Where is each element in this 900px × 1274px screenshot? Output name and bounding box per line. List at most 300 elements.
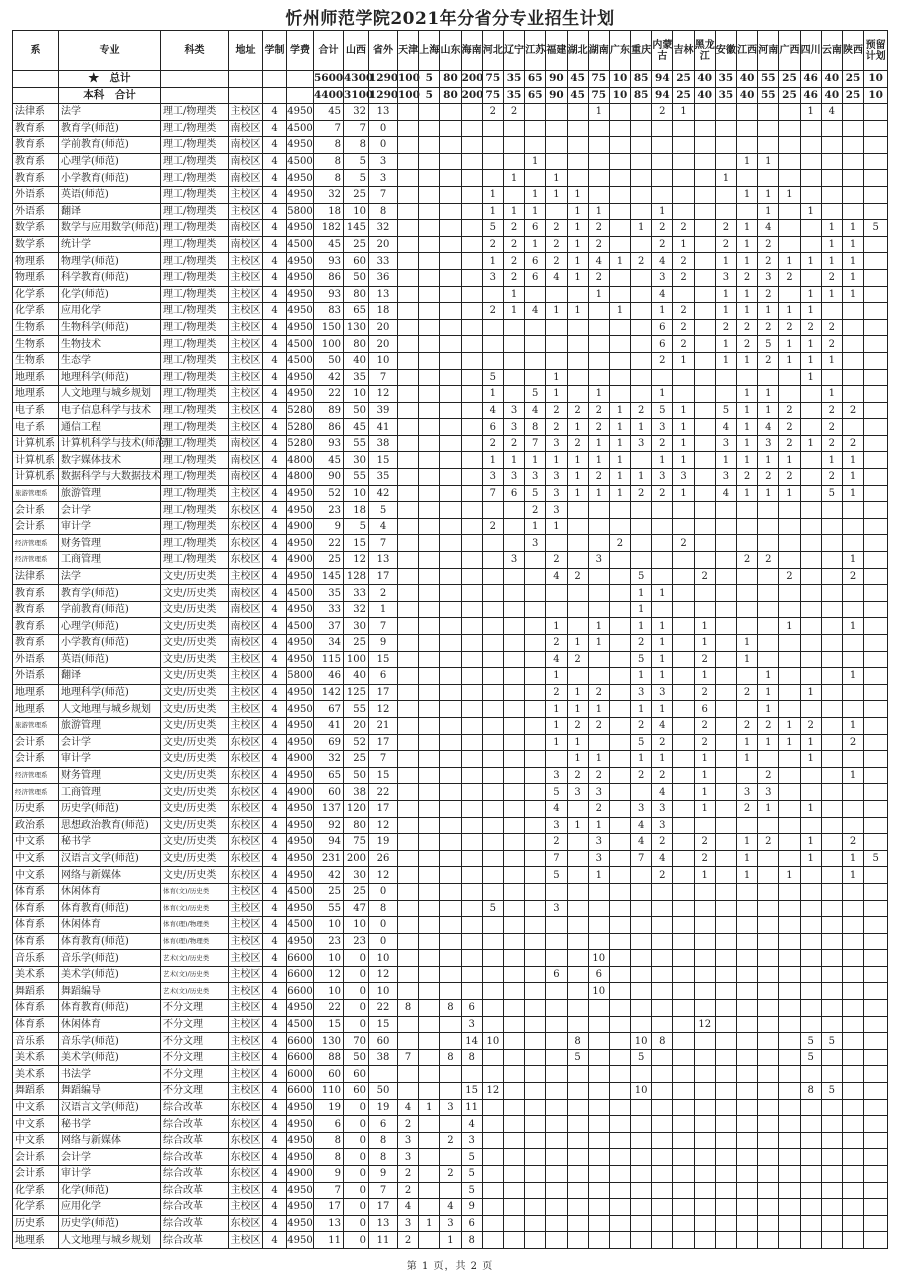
cell-province: 2 [715, 319, 736, 336]
cell-province [503, 1182, 524, 1199]
cell-province [821, 850, 842, 867]
table-row [13, 767, 888, 784]
cell-category: 体育(文)/历史类 [161, 883, 229, 900]
cell-category: 理工/物理类 [161, 186, 229, 203]
cell-province [525, 834, 546, 851]
cell-province [440, 834, 461, 851]
cell-outside: 8 [369, 203, 398, 220]
cell-major: 法学 [59, 104, 161, 121]
cell-province [864, 668, 888, 685]
cell-province [800, 1099, 821, 1116]
cell-province [567, 386, 588, 403]
cell-province [440, 303, 461, 320]
cell-province: 2 [588, 236, 609, 253]
cell-province [419, 352, 440, 369]
cell-province [800, 900, 821, 917]
cell-province [652, 900, 673, 917]
cell-province [673, 369, 694, 386]
cell-province [821, 734, 842, 751]
cell-province [737, 668, 758, 685]
cell-province [609, 552, 630, 569]
cell-province [652, 1232, 673, 1249]
cell-tuition: 4950 [287, 635, 314, 652]
cell-province: 1 [482, 386, 503, 403]
cell-province [779, 502, 800, 519]
cell-province [567, 933, 588, 950]
cell-province [419, 1182, 440, 1199]
cell-province [737, 917, 758, 934]
cell-province [779, 552, 800, 569]
cell-province: 1 [652, 386, 673, 403]
cell-province: 4 [440, 1199, 461, 1216]
cell-province [482, 535, 503, 552]
cell-province: 5 [864, 220, 888, 237]
cell-province [715, 635, 736, 652]
cell-province: 1 [588, 751, 609, 768]
cell-province [419, 120, 440, 137]
cell-province [419, 1232, 440, 1249]
cell-campus: 南校区 [229, 153, 263, 170]
cell-total: 42 [314, 867, 344, 884]
cell-total: 10 [314, 983, 344, 1000]
cell-province [842, 1199, 863, 1216]
column-header: 广西 [779, 31, 800, 71]
cell-province [419, 734, 440, 751]
cell-province [864, 186, 888, 203]
cell-province [609, 186, 630, 203]
cell-tuition: 4800 [287, 469, 314, 486]
cell-outside: 6 [369, 1116, 398, 1133]
cell-province: 4 [715, 485, 736, 502]
cell-province [673, 153, 694, 170]
cell-province [398, 220, 419, 237]
cell-province [842, 502, 863, 519]
cell-outside: 22 [369, 1000, 398, 1017]
cell-campus: 东校区 [229, 800, 263, 817]
cell-campus: 主校区 [229, 900, 263, 917]
cell-province: 2 [609, 535, 630, 552]
cell-tuition: 4950 [287, 767, 314, 784]
cell-department: 体育系 [13, 933, 59, 950]
cell-province [715, 1199, 736, 1216]
cell-province [567, 917, 588, 934]
cell-province [525, 1083, 546, 1100]
cell-province [503, 1099, 524, 1116]
cell-outside: 36 [369, 269, 398, 286]
cell-campus: 东校区 [229, 850, 263, 867]
cell-province [546, 1016, 567, 1033]
cell-province [503, 867, 524, 884]
cell-major: 人文地理与城乡规划 [59, 1232, 161, 1249]
cell-province [588, 1215, 609, 1232]
table-row [13, 900, 888, 917]
cell-province [503, 850, 524, 867]
cell-province [673, 966, 694, 983]
cell-province: 2 [482, 518, 503, 535]
cell-province [800, 153, 821, 170]
cell-province: 65 [525, 87, 546, 104]
cell-years: 4 [263, 552, 287, 569]
cell-province: 1 [842, 552, 863, 569]
cell-province [398, 1033, 419, 1050]
cell-outside: 19 [369, 834, 398, 851]
cell-province [398, 800, 419, 817]
cell-province: 1 [588, 817, 609, 834]
cell-province [779, 983, 800, 1000]
cell-province: 1 [800, 751, 821, 768]
cell-province [800, 1166, 821, 1183]
cell-province: 2 [482, 435, 503, 452]
cell-province [440, 1182, 461, 1199]
table-row [13, 203, 888, 220]
cell-province [567, 1016, 588, 1033]
cell-province [673, 717, 694, 734]
cell-province [779, 701, 800, 718]
cell-major: 数学与应用数学(师范) [59, 220, 161, 237]
cell-province: 1 [737, 834, 758, 851]
cell-campus: 东校区 [229, 518, 263, 535]
cell-shanxi: 32 [344, 601, 369, 618]
cell-province [800, 269, 821, 286]
cell-tuition: 4950 [287, 386, 314, 403]
cell-province: 1 [588, 435, 609, 452]
cell-province [842, 751, 863, 768]
cell-province: 1 [842, 253, 863, 270]
cell-category: 文史/历史类 [161, 767, 229, 784]
cell-years: 4 [263, 1016, 287, 1033]
cell-province [546, 1033, 567, 1050]
cell-tuition: 4900 [287, 1166, 314, 1183]
cell-major: 音乐学(师范) [59, 1033, 161, 1050]
cell-outside: 12 [369, 966, 398, 983]
cell-province [525, 1049, 546, 1066]
cell-campus: 东校区 [229, 1116, 263, 1133]
cell-province [609, 651, 630, 668]
cell-outside [369, 1066, 398, 1083]
cell-province [864, 170, 888, 187]
cell-province: 1 [673, 236, 694, 253]
cell-tuition: 4500 [287, 883, 314, 900]
cell-province [440, 917, 461, 934]
cell-campus: 东校区 [229, 552, 263, 569]
cell-province [631, 966, 652, 983]
cell-province [821, 153, 842, 170]
cell-province: 1 [758, 485, 779, 502]
cell-province [482, 618, 503, 635]
cell-province [821, 137, 842, 154]
cell-department: 教育系 [13, 618, 59, 635]
cell-total: 100 [314, 336, 344, 353]
cell-province [609, 917, 630, 934]
cell-total: 22 [314, 1000, 344, 1017]
cell-major: 学前教育(师范) [59, 601, 161, 618]
cell-province [864, 352, 888, 369]
cell-province [694, 303, 715, 320]
cell-province: 1 [567, 701, 588, 718]
cell-province [842, 1166, 863, 1183]
cell-province [546, 1066, 567, 1083]
cell-outside: 15 [369, 651, 398, 668]
cell-province [779, 635, 800, 652]
cell-province: 6 [588, 966, 609, 983]
cell-province [440, 817, 461, 834]
cell-province [588, 1199, 609, 1216]
cell-years: 4 [263, 751, 287, 768]
cell-province [525, 1132, 546, 1149]
cell-province [715, 535, 736, 552]
cell-years: 4 [263, 435, 287, 452]
cell-province [525, 1215, 546, 1232]
cell-province [694, 1000, 715, 1017]
cell-province [673, 286, 694, 303]
cell-province [737, 137, 758, 154]
cell-province [800, 186, 821, 203]
cell-province [525, 767, 546, 784]
cell-province [503, 966, 524, 983]
cell-province [503, 817, 524, 834]
cell-province [419, 186, 440, 203]
cell-province [609, 1049, 630, 1066]
cell-province [842, 419, 863, 436]
column-header: 山西 [344, 31, 369, 71]
cell-department: 历史系 [13, 1215, 59, 1232]
cell-shanxi: 20 [344, 717, 369, 734]
cell-province [758, 601, 779, 618]
table-row [13, 601, 888, 618]
cell-province [800, 485, 821, 502]
cell-years: 4 [263, 585, 287, 602]
cell-province [546, 950, 567, 967]
cell-department: 外语系 [13, 186, 59, 203]
cell-province: 2 [737, 800, 758, 817]
cell-province [588, 1099, 609, 1116]
column-header: 专业 [59, 31, 161, 71]
cell-province: 1 [694, 867, 715, 884]
cell-province: 1 [588, 701, 609, 718]
cell-category: 不分文理 [161, 1066, 229, 1083]
cell-major: 数字媒体技术 [59, 452, 161, 469]
cell-province [609, 635, 630, 652]
cell-tuition: 4950 [287, 1116, 314, 1133]
cell-province: 40 [737, 71, 758, 88]
cell-province [758, 104, 779, 121]
cell-province: 35 [715, 87, 736, 104]
cell-province [419, 469, 440, 486]
cell-province [842, 1132, 863, 1149]
cell-outside: 4 [369, 518, 398, 535]
cell-shanxi: 0 [344, 1215, 369, 1232]
cell-province [609, 568, 630, 585]
cell-province: 2 [758, 319, 779, 336]
cell-province [398, 751, 419, 768]
cell-province [461, 850, 482, 867]
cell-shanxi: 0 [344, 1000, 369, 1017]
cell-province [419, 286, 440, 303]
cell-province [800, 452, 821, 469]
cell-province [419, 933, 440, 950]
cell-province: 1 [631, 585, 652, 602]
cell-province [461, 684, 482, 701]
cell-province: 4 [588, 253, 609, 270]
cell-province [461, 568, 482, 585]
cell-province: 1 [779, 303, 800, 320]
cell-category [161, 87, 229, 104]
cell-province: 2 [546, 635, 567, 652]
cell-province [715, 701, 736, 718]
cell-province [694, 1232, 715, 1249]
cell-outside: 17 [369, 1199, 398, 1216]
cell-province [631, 137, 652, 154]
cell-province [588, 303, 609, 320]
cell-category: 不分文理 [161, 1000, 229, 1017]
cell-province [503, 1016, 524, 1033]
cell-department: 中文系 [13, 1099, 59, 1116]
cell-department: 化学系 [13, 286, 59, 303]
cell-tuition: 4950 [287, 186, 314, 203]
cell-province: 3 [546, 485, 567, 502]
cell-major: 小学教育(师范) [59, 170, 161, 187]
cell-province [482, 1149, 503, 1166]
cell-total: 65 [314, 767, 344, 784]
cell-total: 7 [314, 120, 344, 137]
cell-province [609, 734, 630, 751]
cell-province [609, 983, 630, 1000]
table-row [13, 369, 888, 386]
cell-province [758, 618, 779, 635]
cell-province: 1 [609, 303, 630, 320]
cell-major: 思想政治教育(师范) [59, 817, 161, 834]
cell-shanxi: 145 [344, 220, 369, 237]
cell-province [398, 137, 419, 154]
cell-province [758, 950, 779, 967]
cell-province: 4 [758, 220, 779, 237]
cell-outside: 10 [369, 352, 398, 369]
cell-province [864, 651, 888, 668]
cell-major: 财务管理 [59, 535, 161, 552]
cell-province: 1 [567, 485, 588, 502]
cell-province [842, 319, 863, 336]
cell-tuition: 4950 [287, 170, 314, 187]
cell-province [567, 618, 588, 635]
cell-tuition: 4500 [287, 585, 314, 602]
cell-province [800, 120, 821, 137]
cell-province: 75 [588, 87, 609, 104]
cell-major: 舞蹈编导 [59, 983, 161, 1000]
cell-province [567, 1000, 588, 1017]
cell-province [525, 1099, 546, 1116]
table-row [13, 104, 888, 121]
cell-years: 4 [263, 120, 287, 137]
cell-province [631, 1099, 652, 1116]
cell-province [503, 701, 524, 718]
cell-province: 1 [588, 286, 609, 303]
cell-province [821, 120, 842, 137]
cell-province: 1 [737, 485, 758, 502]
cell-province [503, 734, 524, 751]
cell-province [842, 917, 863, 934]
cell-province: 3 [525, 535, 546, 552]
cell-category: 艺术(文)/历史类 [161, 983, 229, 1000]
cell-province [398, 1016, 419, 1033]
cell-province [546, 751, 567, 768]
cell-shanxi: 10 [344, 485, 369, 502]
cell-campus: 主校区 [229, 966, 263, 983]
cell-province [673, 933, 694, 950]
cell-province [800, 137, 821, 154]
cell-province [482, 751, 503, 768]
cell-province [737, 1116, 758, 1133]
cell-province: 2 [715, 220, 736, 237]
cell-category: 文史/历史类 [161, 618, 229, 635]
cell-shanxi: 125 [344, 684, 369, 701]
cell-province [842, 137, 863, 154]
cell-major: 体育教育(师范) [59, 933, 161, 950]
cell-tuition: 4950 [287, 485, 314, 502]
cell-years: 4 [263, 502, 287, 519]
cell-department [13, 71, 59, 88]
cell-province [631, 236, 652, 253]
cell-department: 地理系 [13, 684, 59, 701]
cell-province: 1 [525, 518, 546, 535]
cell-province [779, 153, 800, 170]
cell-department: 体育系 [13, 1016, 59, 1033]
cell-province [482, 286, 503, 303]
cell-province [503, 568, 524, 585]
cell-years: 4 [263, 784, 287, 801]
table-row [13, 186, 888, 203]
cell-campus: 主校区 [229, 253, 263, 270]
cell-province: 1 [800, 435, 821, 452]
cell-province [440, 784, 461, 801]
cell-province: 1 [758, 701, 779, 718]
cell-province: 2 [652, 867, 673, 884]
cell-province: 3 [440, 1215, 461, 1232]
cell-province: 2 [546, 419, 567, 436]
cell-outside: 10 [369, 950, 398, 967]
cell-province: 1 [609, 452, 630, 469]
cell-province [758, 751, 779, 768]
cell-province [567, 883, 588, 900]
cell-province [588, 120, 609, 137]
cell-province [482, 1166, 503, 1183]
cell-province [821, 1166, 842, 1183]
cell-province: 5 [631, 651, 652, 668]
cell-province [779, 1166, 800, 1183]
cell-province [800, 552, 821, 569]
cell-province [440, 153, 461, 170]
cell-total: 22 [314, 535, 344, 552]
cell-province: 1 [737, 253, 758, 270]
cell-province [525, 651, 546, 668]
cell-province [673, 568, 694, 585]
table-row [13, 1232, 888, 1249]
cell-province [609, 236, 630, 253]
cell-province: 1 [482, 203, 503, 220]
cell-province [694, 817, 715, 834]
cell-campus: 南校区 [229, 601, 263, 618]
cell-province [864, 1232, 888, 1249]
cell-province: 2 [673, 269, 694, 286]
cell-years: 4 [263, 983, 287, 1000]
cell-province [715, 1099, 736, 1116]
cell-major: 应用化学 [59, 303, 161, 320]
cell-shanxi: 0 [344, 1182, 369, 1199]
cell-province: 90 [546, 71, 567, 88]
cell-tuition: 4950 [287, 850, 314, 867]
cell-province [567, 104, 588, 121]
cell-province: 100 [398, 71, 419, 88]
cell-province: 1 [567, 734, 588, 751]
